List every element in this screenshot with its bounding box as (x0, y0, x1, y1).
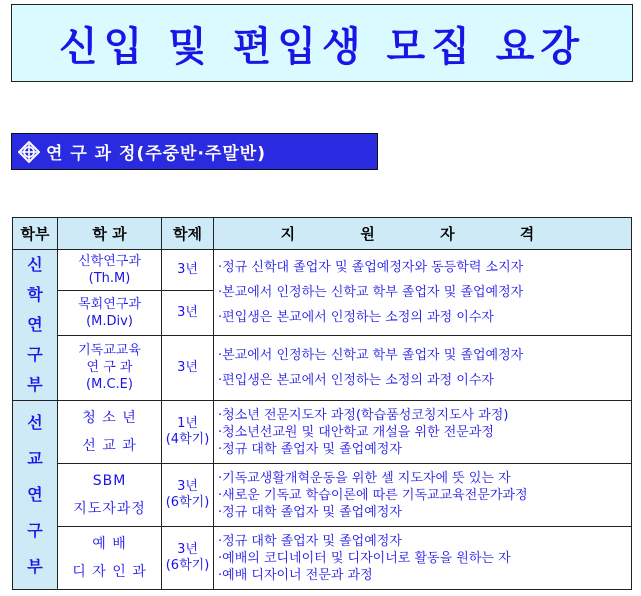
admission-table (12, 217, 632, 590)
department-cell (58, 250, 162, 291)
qualification-item: ·편입생은 본교에서 인정하는 소정의 과정 이수자 (218, 309, 494, 325)
department-name-line: 지도자과정 (73, 501, 146, 517)
department-name-line: (Th.M) (88, 271, 131, 287)
department-cell (58, 401, 162, 464)
years-cell (162, 401, 214, 464)
department-cell (58, 527, 162, 590)
division-char: 부 (27, 375, 43, 394)
qualification-item: ·편입생은 본교에서 인정하는 소정의 과정 이수자 (218, 372, 494, 388)
department-name-line: 신학연구과 (78, 254, 141, 270)
years-cell (162, 335, 214, 400)
page-title-box (11, 4, 633, 82)
division-char: 연 (27, 315, 43, 334)
section-header (11, 133, 378, 170)
years-cell (162, 464, 214, 527)
years-cell (162, 291, 214, 336)
department-name-line: 디 자 인 과 (72, 564, 147, 580)
qualification-cell (214, 401, 632, 464)
division-char: 부 (27, 557, 43, 576)
header-years: 학제 (162, 218, 214, 250)
years-line: 1년 (177, 416, 198, 431)
division-char: 교 (27, 449, 43, 468)
diamond-cross-icon (18, 141, 40, 163)
division-cell-mission (13, 401, 58, 590)
years-line: 3년 (177, 479, 198, 494)
qualification-item: ·정규 대학 졸업자 및 졸업예정자 (218, 441, 402, 457)
years-cell (162, 527, 214, 590)
division-cell-theology (13, 250, 58, 401)
qualification-item: ·청소년선교원 및 대안학교 개설을 위한 전문과정 (218, 424, 494, 440)
years-cell (162, 250, 214, 291)
department-name-line: 기독교교육 (78, 343, 141, 359)
department-name-line: 목회연구과 (78, 296, 141, 312)
years-line: (6학기) (165, 495, 210, 510)
division-char: 선 (27, 413, 43, 432)
years-line: 3년 (177, 304, 198, 320)
qualification-item: ·본교에서 인정하는 신학교 학부 졸업자 및 졸업예정자 (218, 347, 524, 363)
department-name-line: 연 구 과 (86, 360, 133, 376)
qualification-item: ·예배 디자이너 전문과 과정 (218, 567, 373, 583)
years-line: (6학기) (165, 558, 210, 573)
division-char: 구 (27, 521, 43, 540)
years-line: 3년 (177, 262, 198, 278)
qualification-item: ·청소년 전문지도자 과정(학습품성코칭지도사 과정) (218, 407, 509, 423)
qualification-cell (214, 335, 632, 400)
department-name-line: SBM (92, 473, 127, 489)
department-name-line: 예 배 (92, 536, 127, 552)
years-line: (4학기) (165, 432, 210, 447)
division-char: 학 (27, 285, 43, 304)
department-name-line: (M.Div) (86, 313, 133, 329)
table-row (13, 335, 632, 400)
years-line: 3년 (177, 542, 198, 557)
division-char: 신 (27, 255, 43, 274)
qualification-item: ·기독교생활개혁운동을 위한 셀 지도자에 뜻 있는 자 (218, 470, 511, 486)
section-title: 연 구 과 정(주중반·주말반) (46, 144, 266, 164)
qualification-item: ·정규 대학 졸업자 및 졸업예정자 (218, 504, 402, 520)
department-name-line: 선 교 과 (82, 438, 137, 454)
table-row (13, 527, 632, 590)
header-qualification: 지 원 자 격 (214, 218, 632, 250)
division-char: 연 (27, 485, 43, 504)
department-cell (58, 291, 162, 336)
qualification-item: ·새로운 기독교 학습이론에 따른 기독교교육전문가과정 (218, 487, 528, 503)
table-row (13, 464, 632, 527)
qualification-cell (214, 250, 632, 336)
qualification-cell (214, 464, 632, 527)
qualification-item: ·예배의 코디네이터 및 디자이너로 활동을 원하는 자 (218, 550, 511, 566)
qualification-item: ·정규 대학 졸업자 및 졸업예정자 (218, 533, 402, 549)
table-row (13, 250, 632, 291)
qualification-cell (214, 527, 632, 590)
qualification-item: ·본교에서 인정하는 신학교 학부 졸업자 및 졸업예정자 (218, 284, 524, 300)
department-cell (58, 335, 162, 400)
header-division: 학부 (13, 218, 58, 250)
qualification-item: ·정규 신학대 졸업자 및 졸업예정자와 동등학력 소지자 (218, 259, 524, 275)
department-name-line: 청 소 년 (82, 410, 137, 426)
table-row (13, 401, 632, 464)
years-line: 3년 (177, 359, 198, 375)
header-department: 학 과 (58, 218, 162, 250)
department-name-line: (M.C.E) (86, 377, 133, 393)
division-char: 구 (27, 345, 43, 364)
department-cell (58, 464, 162, 527)
table-header-row (13, 218, 632, 250)
page-title: 신입 및 편입생 모집 요강 (58, 23, 586, 70)
